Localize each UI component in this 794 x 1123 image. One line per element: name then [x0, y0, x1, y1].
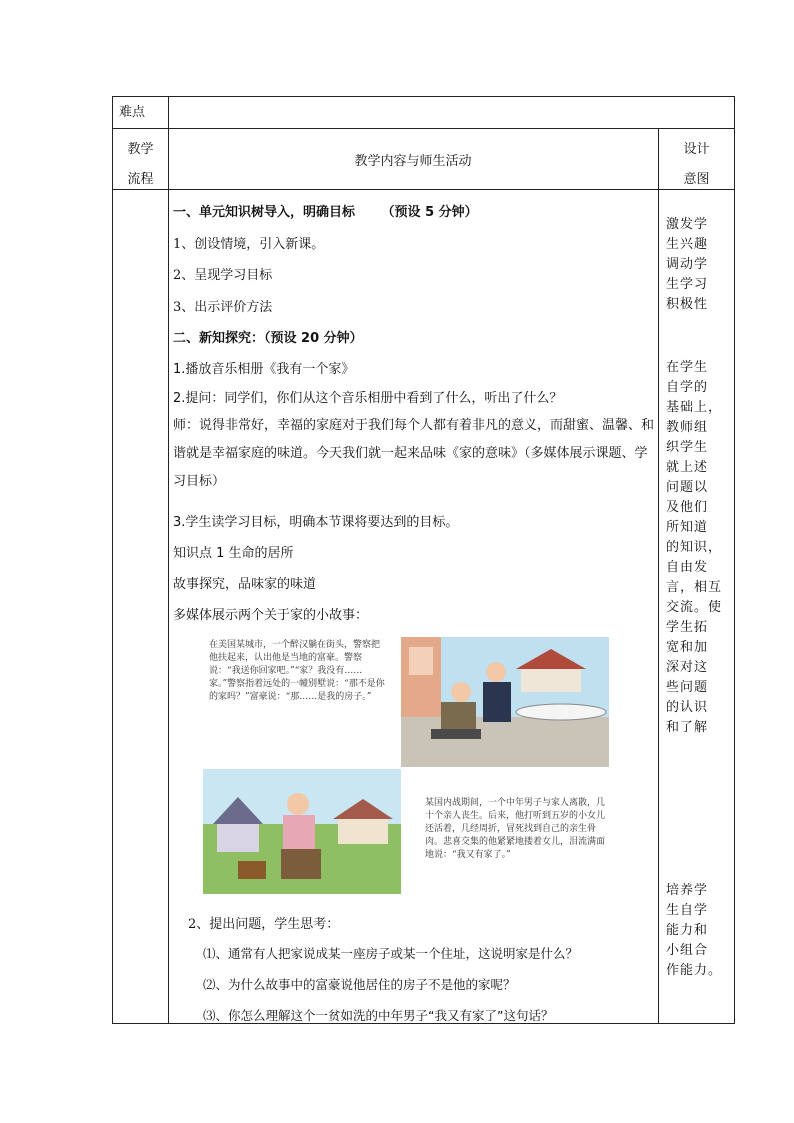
- intent-line: 生自学: [666, 903, 709, 918]
- question: ⑵、为什么故事中的富豪说他居住的房子不是他的家呢？: [203, 977, 516, 992]
- father-daughter-picture: [203, 769, 401, 894]
- intent-line: 自学的: [666, 380, 709, 395]
- paragraph: 故事探究，品味家的味道: [173, 577, 317, 592]
- intent-line: 问题以: [666, 480, 709, 495]
- intent-label-line: 设计: [683, 142, 710, 157]
- intent-line: 自由发: [666, 560, 709, 575]
- flow-label-line: 教学: [127, 142, 154, 157]
- content-column-header: 教学内容与师生活动: [354, 154, 472, 169]
- paragraph: 师：说得非常好，幸福的家庭对于我们每个人都有着非凡的意义，而甜蜜、温馨、和谐就是幸福家庭的味道。今天我们就一起来品味《家的意味》（多媒体展示课题、学习目标）: [173, 418, 655, 489]
- row-divider: [113, 128, 734, 129]
- intent-line: 就上述: [666, 460, 709, 475]
- story2-text: 某国内战期间，一个中年男子与家人离散，几十个亲人丧生。后来，他打听到五岁的小女儿还活着，几经周折，冒死找到自己的亲生骨肉。悲喜交集的他紧紧地搂着女儿，泪流满面地说：“我又有家了。”: [425, 798, 606, 860]
- row-divider: [113, 189, 734, 190]
- question: ⑴、通常有人把家说成某一座房子或某一个住址，这说明家是什么？: [203, 946, 579, 961]
- intent-line: 织学生: [666, 440, 709, 455]
- section1-heading: [173, 201, 478, 220]
- story-illustration: [203, 637, 609, 894]
- section1-title: 一、单元知识树导入，明确目标: [173, 205, 356, 220]
- intent-line: 激发学: [666, 217, 709, 232]
- intent-line: 的认识: [666, 700, 709, 715]
- intent-label: [658, 135, 735, 195]
- section1-item: 2、呈现学习目标: [173, 268, 273, 283]
- intent-line: 能力和: [666, 923, 709, 938]
- section1-item: 3、出示评价方法: [173, 300, 273, 315]
- intent-label-line: 意图: [683, 172, 710, 187]
- question: ⑶、你怎么理解这个一贫如洗的中年男子“我又有家了”这句话？: [203, 1008, 554, 1023]
- paragraph: 2.提问：同学们，你们从这个音乐相册中看到了什么，听出了什么？: [173, 391, 563, 406]
- questions-intro: 2、提出问题，学生思考：: [188, 917, 340, 932]
- intent-line: 学生拓: [666, 620, 709, 635]
- intent-line: 宽和加: [666, 640, 709, 655]
- intent-line: 及他们: [666, 500, 709, 515]
- intent-line: 基础上，: [666, 400, 723, 415]
- paragraph: 知识点 1 生命的居所: [173, 546, 294, 561]
- section1-item: 1、创设情境，引入新课。: [173, 237, 325, 252]
- story1-text: 在美国某城市，一个醉汉躺在街头，警察把他扶起来，认出他是当地的富豪。警察说：“我送你回家吧。”“家？我没有……家。”警察指着远处的一幢别墅说：“那不是你的家吗？”富豪说：“那……是我的房子。”: [209, 640, 385, 702]
- intent-line: 生学习: [666, 277, 709, 292]
- paragraph: 多媒体展示两个关于家的小故事：: [173, 608, 369, 623]
- paragraph: 1.播放音乐相册《我有一个家》: [173, 362, 355, 377]
- intent-line: 积极性: [666, 297, 709, 312]
- intent-block-2: [666, 358, 728, 738]
- section1-time: （预设 5 分钟）: [381, 205, 478, 220]
- intent-line: 在学生: [666, 360, 709, 375]
- flow-label: [113, 135, 168, 195]
- difficulty-label: 难点: [119, 105, 146, 120]
- intent-line: 小组合: [666, 943, 709, 958]
- lesson-plan-table: [112, 96, 735, 1024]
- intent-line: 教师组: [666, 420, 709, 435]
- intent-line: 调动学: [666, 257, 709, 272]
- intent-line: 作能力。: [666, 963, 723, 978]
- section2-heading: 二、新知探究：（预设 20 分钟）: [173, 331, 363, 346]
- intent-line: 交流。使: [666, 600, 723, 615]
- intent-line: 的知识，: [666, 540, 723, 555]
- intent-block-3: [666, 881, 728, 981]
- drunk-man-picture: [401, 637, 609, 767]
- flow-label-line: 流程: [127, 172, 154, 187]
- intent-line: 培养学: [666, 883, 709, 898]
- column-divider: [658, 128, 659, 1023]
- intent-line: 言，相互: [666, 580, 723, 595]
- intent-line: 所知道: [666, 520, 709, 535]
- intent-block-1: [666, 215, 728, 315]
- intent-line: 深对这: [666, 660, 709, 675]
- intent-line: 和了解: [666, 720, 709, 735]
- intent-line: 些问题: [666, 680, 709, 695]
- intent-line: 生兴趣: [666, 237, 709, 252]
- column-divider: [168, 97, 169, 1023]
- paragraph: 3.学生读学习目标，明确本节课将要达到的目标。: [173, 515, 459, 530]
